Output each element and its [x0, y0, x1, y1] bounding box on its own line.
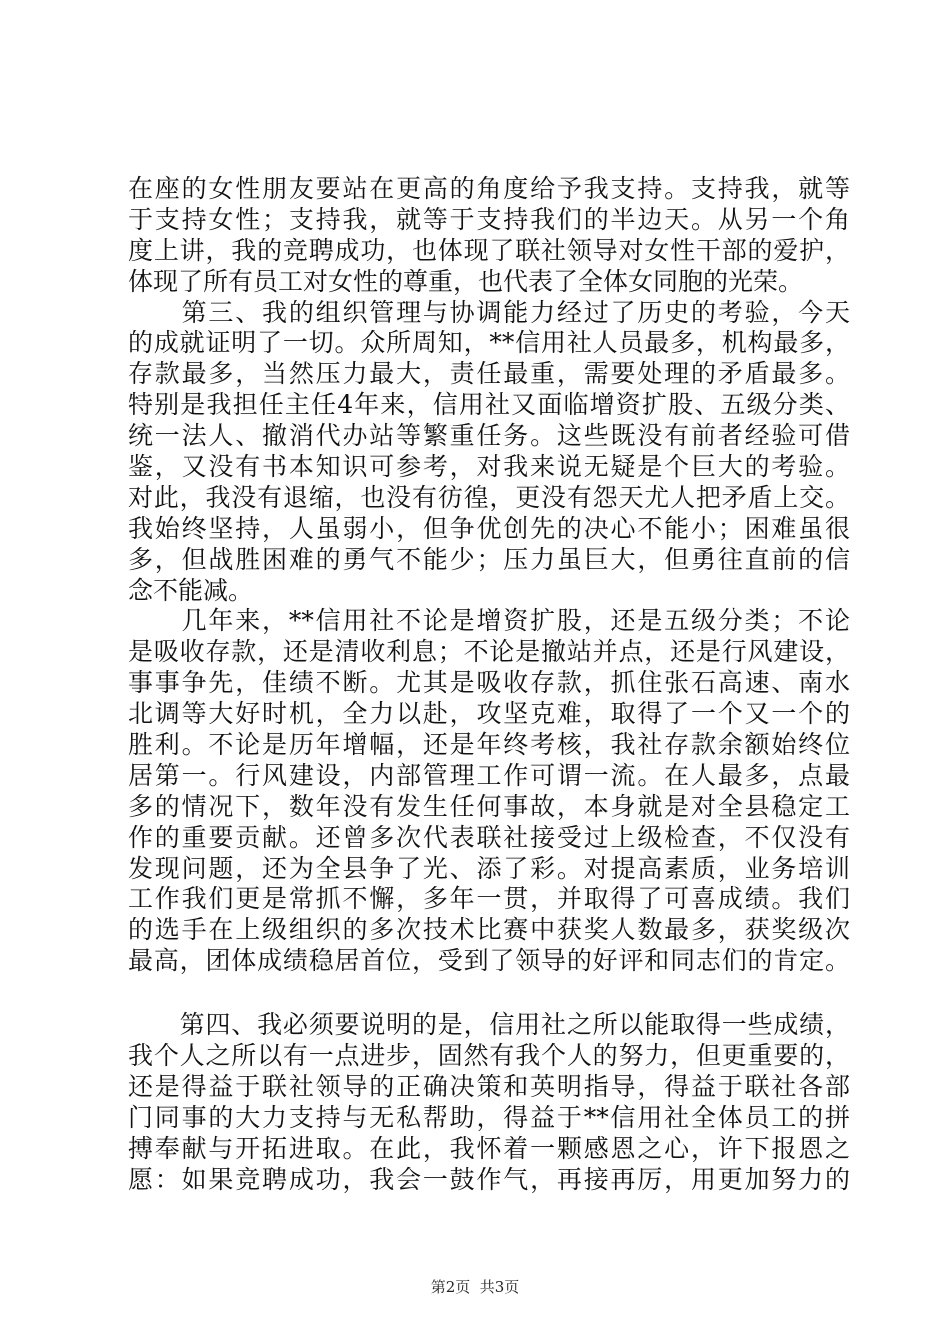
- text-line: 发现问题，还为全县争了光、添了彩。对提高素质，业务培训: [128, 853, 850, 883]
- text-line: 作的重要贡献。还曾多次代表联社接受过上级检查，不仅没有: [128, 822, 850, 852]
- text-line: 事事争先，佳绩不断。尤其是吸收存款，抓住张石高速、南水: [128, 668, 850, 698]
- text-line: 门同事的大力支持与无私帮助，得益于**信用社全体员工的拼: [128, 1102, 850, 1132]
- text-line: 多的情况下，数年没有发生任何事故，本身就是对全县稳定工: [128, 791, 850, 821]
- text-line: 北调等大好时机，全力以赴，攻坚克难，取得了一个又一个的: [128, 699, 850, 729]
- text-line: 愿：如果竞聘成功，我会一鼓作气，再接再厉，用更加努力的: [128, 1164, 850, 1194]
- text-line: 多，但战胜困难的勇气不能少；压力虽巨大，但勇往直前的信: [128, 544, 850, 574]
- text-line: 存款最多，当然压力最大，责任最重，需要处理的矛盾最多。: [128, 359, 850, 389]
- text-line: 是吸收存款，还是清收利息；不论是撤站并点，还是行风建设，: [128, 637, 850, 667]
- text-line: 的选手在上级组织的多次技术比赛中获奖人数最多，获奖级次: [128, 915, 850, 945]
- text-line: 第四、我必须要说明的是，信用社之所以能取得一些成绩，: [128, 1010, 850, 1040]
- text-line: 还是得益于联社领导的正确决策和英明指导，得益于联社各部: [128, 1071, 850, 1101]
- document-body: [128, 174, 850, 1196]
- text-line: 于支持女性；支持我，就等于支持我们的半边天。从另一个角: [128, 204, 850, 234]
- text-line: 体现了所有员工对女性的尊重，也代表了全体女同胞的光荣。: [128, 266, 804, 296]
- page-number-footer: 第2页 共3页: [430, 1278, 520, 1296]
- text-line: 度上讲，我的竞聘成功，也体现了联社领导对女性干部的爱护，: [128, 235, 850, 265]
- text-line: 的成就证明了一切。众所周知，**信用社人员最多，机构最多，: [128, 328, 850, 358]
- text-line: 工作我们更是常抓不懈，多年一贯，并取得了可喜成绩。我们: [128, 884, 850, 914]
- text-line: 第三、我的组织管理与协调能力经过了历史的考验，今天: [128, 297, 850, 327]
- text-line: 鉴，又没有书本知识可参考，对我来说无疑是个巨大的考验。: [128, 452, 850, 482]
- text-line: 我始终坚持，人虽弱小，但争优创先的决心不能小；困难虽很: [128, 513, 850, 543]
- text-line: 几年来，**信用社不论是增资扩股，还是五级分类；不论: [128, 606, 850, 636]
- text-line: 居第一。行风建设，内部管理工作可谓一流。在人最多，点最: [128, 760, 850, 790]
- paragraph-gap: [128, 977, 850, 1010]
- text-line: 胜利。不论是历年增幅，还是年终考核，我社存款余额始终位: [128, 730, 850, 760]
- text-line: 在座的女性朋友要站在更高的角度给予我支持。支持我，就等: [128, 174, 850, 203]
- text-line: 搏奉献与开拓进取。在此，我怀着一颗感恩之心，许下报恩之: [128, 1133, 850, 1163]
- text-line: 特别是我担任主任4年来，信用社又面临增资扩股、五级分类、: [128, 390, 850, 420]
- text-line: 统一法人、撤消代办站等繁重任务。这些既没有前者经验可借: [128, 421, 850, 451]
- text-line: 念不能减。: [128, 575, 254, 605]
- text-line: 最高，团体成绩稳居首位，受到了领导的好评和同志们的肯定。: [128, 946, 850, 976]
- text-line: 对此，我没有退缩，也没有彷徨，更没有怨天尤人把矛盾上交。: [128, 482, 850, 512]
- text-line: 我个人之所以有一点进步，固然有我个人的努力，但更重要的，: [128, 1041, 850, 1071]
